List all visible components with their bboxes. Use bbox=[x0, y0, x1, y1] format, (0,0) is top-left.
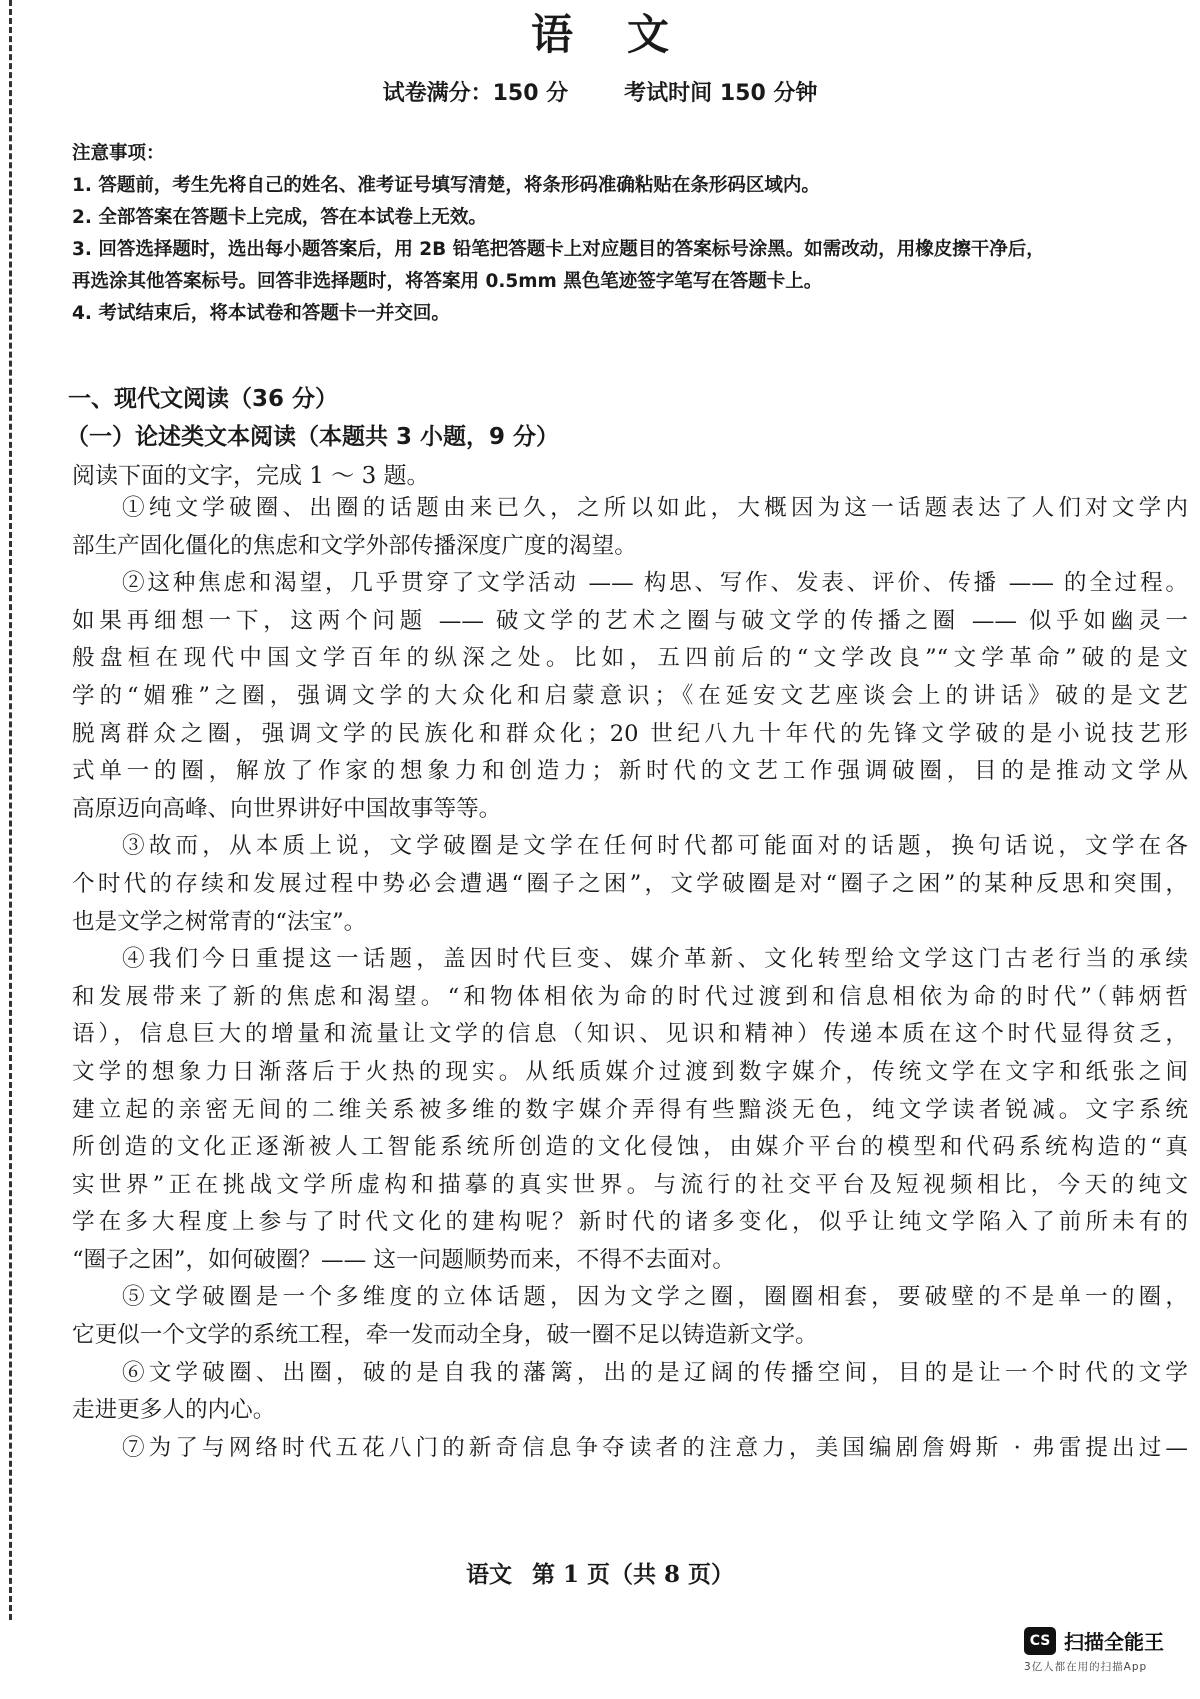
text-line: 和发展带来了新的焦虑和渴望。“和物体相依为命的时代过渡到和信息相依为命的时代”（韩炳哲 bbox=[72, 983, 1188, 1010]
text-line: 学的“媚雅”之圈，强调文学的大众化和启蒙意识；《在延安文艺座谈会上的讲话》破的是文艺 bbox=[72, 682, 1188, 709]
text-line: ③故而，从本质上说，文学破圈是文学在任何时代都可能面对的话题，换句话说，文学在各 bbox=[122, 833, 1188, 860]
watermark-slogan: 3亿人都在用的扫描App bbox=[1024, 1661, 1148, 1673]
text-line: ⑥文学破圈、出圈，破的是自我的藩篱，出的是辽阔的传播空间，目的是让一个时代的文学 bbox=[122, 1359, 1188, 1386]
text-line: ⑦为了与网络时代五花八门的新奇信息争夺读者的注意力，美国编剧詹姆斯 · 弗雷提出过— bbox=[122, 1434, 1188, 1461]
paragraph-2 bbox=[72, 565, 1188, 828]
text-line: “圈子之困”，如何破圈？—— 这一问题顺势而来，不得不去面对。 bbox=[72, 1246, 735, 1273]
text-line: 般盘桓在现代中国文学百年的纵深之处。比如，五四前后的“文学改良”“文学革命”破的是文 bbox=[72, 645, 1188, 672]
paragraph-7 bbox=[72, 1430, 1188, 1468]
notice-item: 2. 全部答案在答题卡上完成，答在本试卷上无效。 bbox=[72, 207, 487, 228]
text-line: 式单一的圈，解放了作家的想象力和创造力；新时代的文艺工作强调破圈，目的是推动文学从 bbox=[72, 758, 1188, 785]
text-line: 它更似一个文学的系统工程，牵一发而动全身，破一圈不足以铸造新文学。 bbox=[72, 1322, 818, 1349]
section-title: 一、现代文阅读（36 分） bbox=[68, 386, 339, 412]
paragraph-5 bbox=[72, 1279, 1188, 1354]
notice-block bbox=[72, 138, 1182, 330]
notice-item: 1. 答题前，考生先将自己的姓名、准考证号填写清楚，将条形码准确粘贴在条形码区域内。 bbox=[72, 175, 820, 196]
notice-item: 再选涂其他答案标号。回答非选择题时，将答案用 0.5mm 黑色笔迹签字笔写在答题卡上。 bbox=[72, 271, 823, 292]
footer-subject: 语文 bbox=[465, 1561, 512, 1588]
text-line: 走进更多人的内心。 bbox=[72, 1397, 276, 1424]
text-line: ①纯文学破圈、出圈的话题由来已久，之所以如此，大概因为这一话题表达了人们对文学内 bbox=[122, 495, 1188, 521]
binding-dashed-line bbox=[9, 0, 12, 1620]
text-line: 实世界”正在挑战文学所虚构和描摹的真实世界。与流行的社交平台及短视频相比，今天的纯文 bbox=[72, 1171, 1188, 1198]
reading-passage bbox=[72, 490, 1188, 1467]
text-line: ⑤文学破圈是一个多维度的立体话题，因为文学之圈，圈圈相套，要破壁的不是单一的圈， bbox=[122, 1284, 1188, 1311]
reading-instruction: 阅读下面的文字，完成 1 ～ 3 题。 bbox=[72, 463, 430, 489]
text-line: 文学的想象力日渐落后于火热的现实。从纸质媒介过渡到数字媒介，传统文学在文字和纸张之间 bbox=[72, 1058, 1188, 1085]
exam-info bbox=[0, 76, 1200, 107]
camscanner-logo-icon: CS bbox=[1024, 1627, 1056, 1655]
page-title: 语文 bbox=[530, 10, 723, 59]
paragraph-1 bbox=[72, 490, 1188, 565]
watermark-app-name: 扫描全能王 bbox=[1064, 1630, 1164, 1654]
text-line: 部生产固化僵化的焦虑和文学外部传播深度广度的渴望。 bbox=[72, 532, 637, 559]
text-line: 如果再细想一下，这两个问题 —— 破文学的艺术之圈与破文学的传播之圈 —— 似乎如幽灵一 bbox=[72, 607, 1188, 634]
paragraph-3 bbox=[72, 828, 1188, 941]
page-footer bbox=[0, 1556, 1200, 1589]
notice-heading: 注意事项： bbox=[72, 143, 165, 164]
section-subtitle: （一）论述类文本阅读（本题共 3 小题，9 分） bbox=[66, 424, 560, 450]
text-line: 脱离群众之圈，强调文学的民族化和群众化；20 世纪八九十年代的先锋文学破的是小说技艺形 bbox=[72, 720, 1188, 747]
scanner-watermark bbox=[1024, 1626, 1164, 1674]
text-line: 所创造的文化正逐渐被人工智能系统所创造的文化侵蚀，由媒介平台的模型和代码系统构造的“真 bbox=[72, 1134, 1188, 1161]
text-line: 建立起的亲密无间的二维关系被多维的数字媒介弄得有些黯淡无色，纯文学读者锐减。文字系统 bbox=[72, 1096, 1188, 1123]
text-line: 也是文学之树常青的“法宝”。 bbox=[72, 908, 367, 935]
notice-item: 4. 考试结束后，将本试卷和答题卡一并交回。 bbox=[72, 303, 450, 324]
text-line: 语），信息巨大的增量和流量让文学的信息（知识、见识和精神）传递本质在这个时代显得贫乏， bbox=[72, 1021, 1188, 1048]
text-line: ④我们今日重提这一话题，盖因时代巨变、媒介革新、文化转型给文学这门古老行当的承续 bbox=[122, 946, 1188, 973]
text-line: 高原迈向高峰、向世界讲好中国故事等等。 bbox=[72, 795, 502, 822]
exam-duration: 考试时间 150 分钟 bbox=[624, 81, 818, 106]
text-line: 学在多大程度上参与了时代文化的建构呢？新时代的诸多变化，似乎让纯文学陷入了前所未有的 bbox=[72, 1209, 1188, 1236]
text-line: ②这种焦虑和渴望，几乎贯穿了文学活动 —— 构思、写作、发表、评价、传播 —— 的全过程。 bbox=[122, 570, 1188, 597]
footer-page-number: 第 1 页（共 8 页） bbox=[531, 1561, 735, 1588]
text-line: 个时代的存续和发展过程中势必会遭遇“圈子之困”，文学破圈是对“圈子之困”的某种反思和突围， bbox=[72, 870, 1188, 897]
full-score: 试卷满分：150 分 bbox=[382, 81, 569, 106]
paragraph-4 bbox=[72, 941, 1188, 1279]
notice-item: 3. 回答选择题时，选出每小题答案后，用 2B 铅笔把答题卡上对应题目的答案标号涂黑。如需改动，用橡皮擦干净后， bbox=[72, 239, 1045, 260]
paragraph-6 bbox=[72, 1355, 1188, 1430]
